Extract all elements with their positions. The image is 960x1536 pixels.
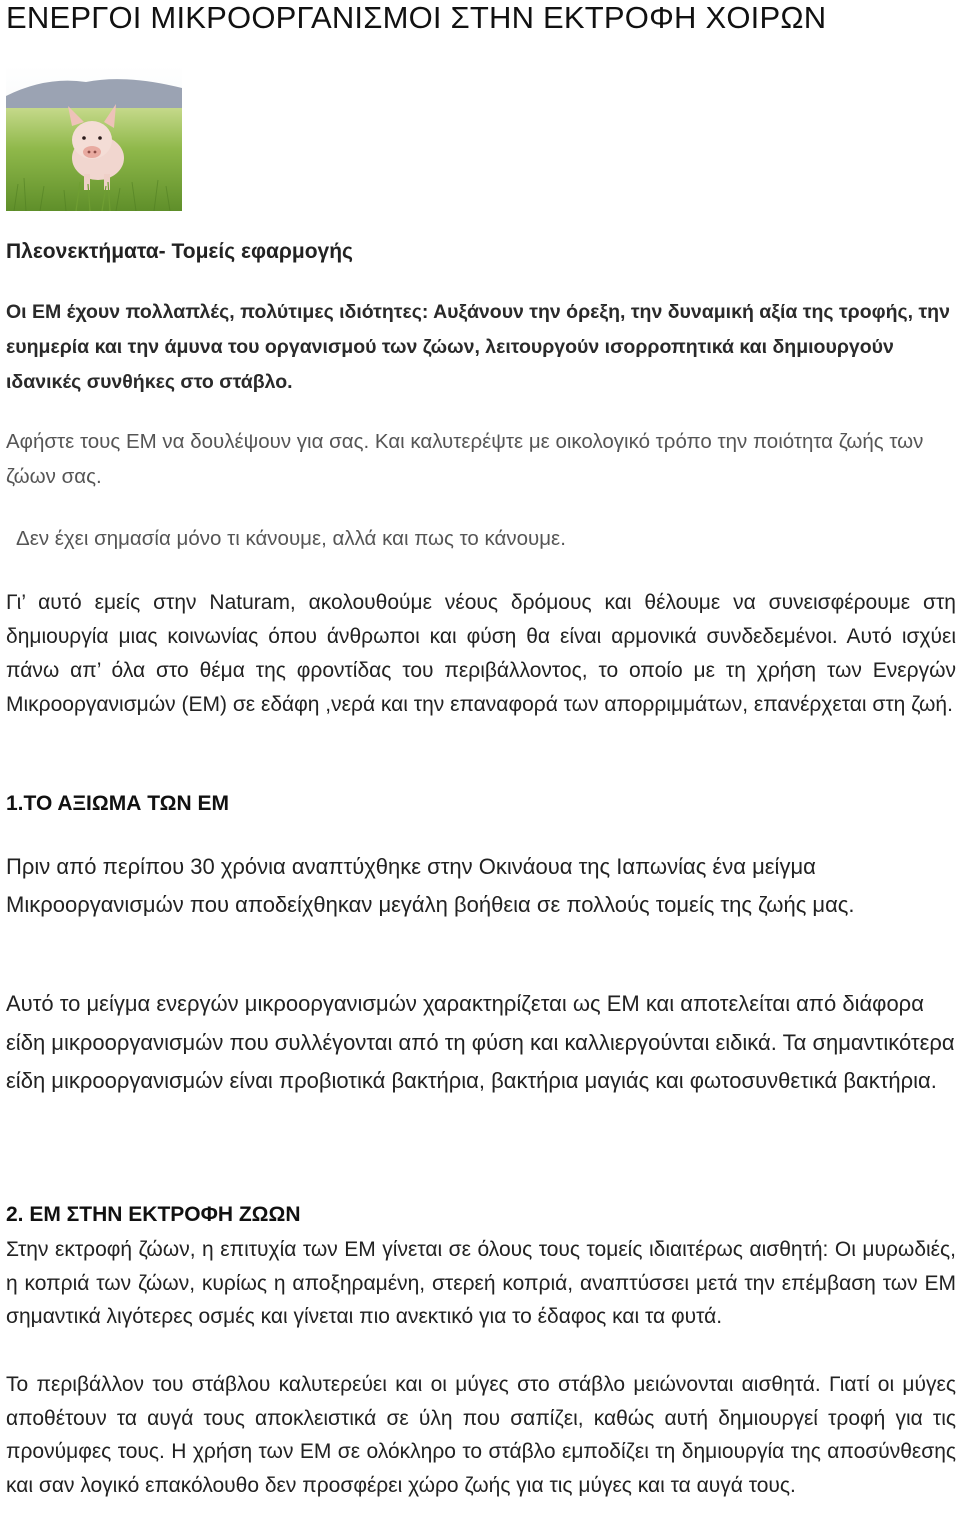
piglet-photo [6,66,182,211]
section2-heading: 2. ΕΜ ΣΤΗΝ ΕΚΤΡΟΦΗ ΖΩΩΝ [6,1203,301,1226]
intro-light-paragraph: Αφήστε τους ΕΜ να δουλέψουν για σας. Και καλυτερέψτε με οικολογικό τρόπο την ποιότητα ζωής των ζώων σας. [6,430,924,488]
section1-paragraph1: Πριν από περίπου 30 χρόνια αναπτύχθηκε στην Οκινάουα της Ιαπωνίας ένα μείγμα Μικροοργανισμών που αποδείχθηκαν μεγάλη βοήθεια σε πολλούς τομείς της ζωής μας. [6,854,855,917]
page-title: ΕΝΕΡΓΟΙ ΜΙΚΡΟΟΡΓΑΝΙΣΜΟΙ ΣΤΗΝ ΕΚΤΡΟΦΗ ΧΟΙΡΩΝ [6,0,827,35]
advantages-subheading: Πλεονεκτήματα- Τομείς εφαρμογής [6,240,353,263]
naturam-paragraph: Γι’ αυτό εμείς στην Naturam, ακολουθούμε νέους δρόμους και θέλουμε να συνεισφέρουμε στη δημιουργία μιας κοινωνίας όπου άνθρωποι και φύση θα είναι αρμονικά συνδεδεμένοι. Αυτό ισχύει πάνω απ’ όλα στο θέμα της φροντίδας του περιβάλλοντος, το οποίο με τη χρήση των Ενεργών Μικροοργανισμών (ΕΜ) σε εδάφη ,νερά και την επαναφορά των απορριμμάτων, επανέρχεται στη ζωή. [6,591,956,716]
section2-paragraph2: Το περιβάλλον του στάβλου καλυτερεύει και οι μύγες στο στάβλο μειώνονται αισθητά. Γιατί οι μύγες αποθέτουν τα αυγά τους αποκλειστικά σε ύλη που σαπίζει, καθώς αυτή δημιουργεί τροφή για τις προνύμφες τους. Η χρήση των ΕΜ σε ολόκληρο το στάβλο εμποδίζει τη δημιουργία της αποσύνθεσης και σαν λογικό επακόλουθο δεν προσφέρει χώρο ζωής για τις μύγες και τα αυγά τους. [6,1373,956,1498]
section1-heading: 1.ΤΟ ΑΞΙΩΜΑ ΤΩΝ ΕΜ [6,792,229,815]
intro-bold-paragraph: Οι ΕΜ έχουν πολλαπλές, πολύτιμες ιδιότητες: Αυξάνουν την όρεξη, την δυναμική αξία της τροφής, την ευημερία και την άμυνα του οργανισμού των ζώων, λειτουργούν ισορροπητικά και δημιουργούν ιδανικές συνθήκες στο στάβλο. [6,301,950,393]
section2-paragraph1: Στην εκτροφή ζώων, η επιτυχία των ΕΜ γίνεται σε όλους τους τομείς ιδιαιτέρως αισθητή: Οι μυρωδιές, η κοπριά των ζώων, κυρίως η αποξηραμένη, στερεή κοπριά, αναπτύσσει μετά την επέμβαση των ΕΜ σημαντικά λιγότερες οσμές και γίνεται πιο ανεκτικό για το έδαφος και τα φυτά. [6,1238,956,1329]
section1-paragraph2: Αυτό το μείγμα ενεργών μικροοργανισμών χαρακτηρίζεται ως ΕΜ και αποτελείται από διάφορα είδη μικροοργανισμών που συλλέγονται από τη φύση και καλλιεργούνται ειδικά. Τα σημαντικότερα είδη μικροοργανισμών είναι προβιοτικά βακτήρια, βακτήρια μαγιάς και φωτοσυνθετικά βακτήρια. [6,991,955,1093]
piglet-in-field-illustration [6,66,182,211]
tagline: Δεν έχει σημασία μόνο τι κάνουμε, αλλά και πως το κάνουμε. [16,527,566,550]
